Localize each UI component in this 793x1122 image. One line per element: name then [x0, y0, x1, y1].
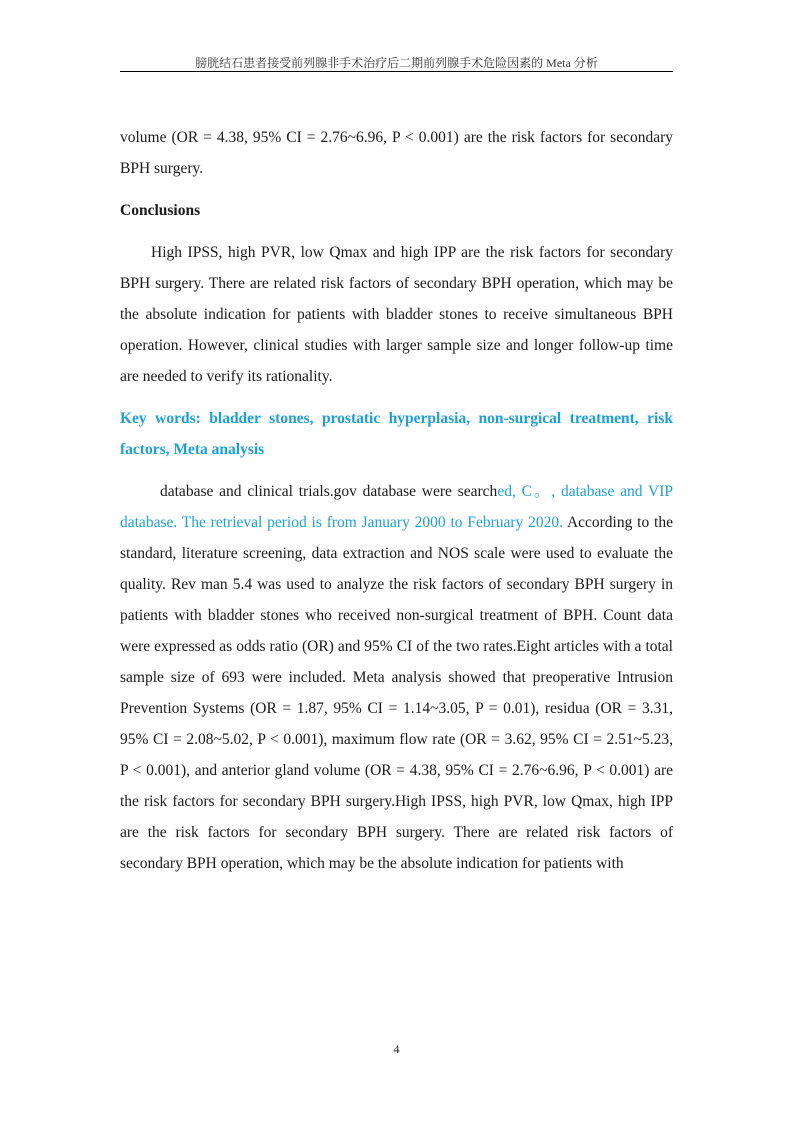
- abstract-text-highlighted: ed, C。, database and VIP database. The retrieval period is from January 2000 to February 2020.: [120, 483, 673, 531]
- page-content: [120, 122, 673, 879]
- page-number: 4: [393, 1042, 400, 1056]
- running-header: 膀胱结石患者接受前列腺非手术治疗后二期前列腺手术危险因素的 Meta 分析: [195, 56, 598, 70]
- conclusions-paragraph: High IPSS, high PVR, low Qmax and high IPP are the risk factors for secondary BPH surgery. There are related risk factors of secondary BPH operation, which may be the absolute indication for patients with bladder stones to receive simultaneous BPH operation. However, clinical studies with larger sample size and longer follow-up time are needed to verify its rationality.: [120, 244, 673, 385]
- conclusions-heading: Conclusions: [120, 202, 201, 219]
- keywords-paragraph: Key words: bladder stones, prostatic hyperplasia, non-surgical treatment, risk factors, Meta analysis: [120, 410, 673, 458]
- abstract-paragraph: [120, 476, 673, 879]
- header-divider: [120, 71, 673, 72]
- abstract-text-part3: According to the standard, literature screening, data extraction and NOS scale were used to evaluate the quality. Rev man 5.4 was used to analyze the risk factors of secondary BPH surgery in patients with bladder stones who received non-surgical treatment of BPH. Count data were expressed as odds ratio (OR) and 95% CI of the two rates.Eight articles with a total sample size of 693 were included. Meta analysis showed that preoperative Intrusion Prevention Systems (OR = 1.87, 95% CI = 1.14~3.05, P = 0.01), residua (OR = 3.31, 95% CI = 2.08~5.02, P < 0.001), maximum flow rate (OR = 3.62, 95% CI = 2.51~5.23, P < 0.001), and anterior gland volume (OR = 4.38, 95% CI = 2.76~6.96, P < 0.001) are the risk factors for secondary BPH surgery.High IPSS, high PVR, low Qmax, high IPP are the risk factors for secondary BPH surgery. There are related risk factors of secondary BPH operation, which may be the absolute indication for patients with: [120, 514, 673, 872]
- results-continuation-paragraph: volume (OR = 4.38, 95% CI = 2.76~6.96, P < 0.001) are the risk factors for secondary BPH surgery.: [120, 129, 673, 177]
- abstract-text-part1: database and clinical trials.gov database were search: [160, 483, 498, 500]
